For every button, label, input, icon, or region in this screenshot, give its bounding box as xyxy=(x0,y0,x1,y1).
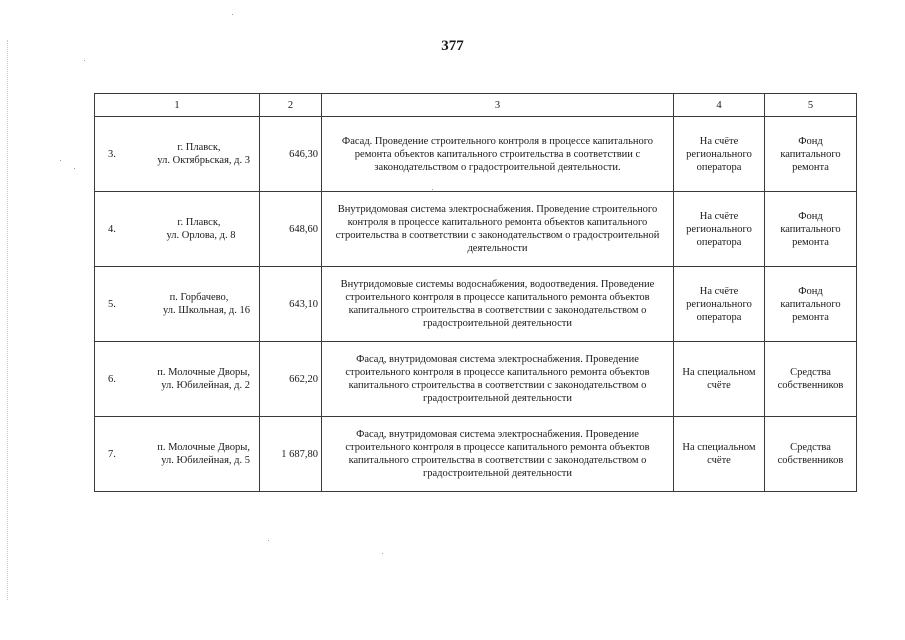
area-cell: 646,30 xyxy=(260,117,322,192)
work-description-cell: Внутридомовая система электроснабжения. Проведение строительного контроля в процессе капитального ремонта объектов капитального строительства в соответствии с законодательством о градостроительной деятельности xyxy=(322,192,674,267)
address-line-2: ул. Юбилейная, д. 2 xyxy=(161,380,250,391)
column-header: 4 xyxy=(674,94,765,117)
address-line-1: г. Плавск, xyxy=(177,217,221,228)
address-line-1: п. Горбачево, xyxy=(169,292,229,303)
address-line-1: г. Плавск, xyxy=(177,142,221,153)
funding-source-cell: Фонд капитального ремонта xyxy=(765,192,857,267)
column-header: 5 xyxy=(765,94,857,117)
address-line-1: п. Молочные Дворы, xyxy=(157,367,250,378)
address-line-2: ул. Октябрьская, д. 3 xyxy=(157,155,250,166)
address-cell xyxy=(95,342,260,417)
row-number: 6. xyxy=(108,373,116,385)
address-line-1: п. Молочные Дворы, xyxy=(157,442,250,453)
funding-source-cell: Средства собственников xyxy=(765,342,857,417)
area-cell: 1 687,80 xyxy=(260,417,322,492)
area-cell: 648,60 xyxy=(260,192,322,267)
account-cell: На счёте регионального оператора xyxy=(674,267,765,342)
column-header: 2 xyxy=(260,94,322,117)
works-table xyxy=(94,93,857,492)
table-row xyxy=(95,342,857,417)
address-cell xyxy=(95,417,260,492)
account-cell: На счёте регионального оператора xyxy=(674,192,765,267)
account-cell: На специальном счёте xyxy=(674,342,765,417)
row-number: 7. xyxy=(108,448,116,460)
scan-edge-artifact xyxy=(7,40,9,600)
address-cell xyxy=(95,117,260,192)
table-row xyxy=(95,192,857,267)
area-cell: 643,10 xyxy=(260,267,322,342)
account-cell: На счёте регионального оператора xyxy=(674,117,765,192)
row-number: 3. xyxy=(108,148,116,160)
funding-source-cell: Фонд капитального ремонта xyxy=(765,267,857,342)
table-row xyxy=(95,267,857,342)
address-cell xyxy=(95,267,260,342)
work-description-cell: Внутридомовые системы водоснабжения, водоотведения. Проведение строительного контроля в процессе капитального ремонта объектов капитального строительства в соответствии с законодательством о градостроительной деятельности xyxy=(322,267,674,342)
funding-source-cell: Фонд капитального ремонта xyxy=(765,117,857,192)
work-description-cell: Фасад, внутридомовая система электроснабжения. Проведение строительного контроля в процессе капитального ремонта объектов капитального строительства в соответствии с законодательством о градостроительной деятельности xyxy=(322,342,674,417)
address-cell xyxy=(95,192,260,267)
funding-source-cell: Средства собственников xyxy=(765,417,857,492)
table-row xyxy=(95,117,857,192)
column-header: 3 xyxy=(322,94,674,117)
account-cell: На специальном счёте xyxy=(674,417,765,492)
address-line-2: ул. Орлова, д. 8 xyxy=(166,230,236,241)
row-number: 4. xyxy=(108,223,116,235)
column-header: 1 xyxy=(95,94,260,117)
table-header-row xyxy=(95,94,857,117)
work-description-cell: Фасад. Проведение строительного контроля в процессе капитального ремонта объектов капитального строительства в соответствии с законодательством о градостроительной деятельности. xyxy=(322,117,674,192)
address-line-2: ул. Школьная, д. 16 xyxy=(162,305,250,316)
page-number: 377 xyxy=(441,38,464,54)
row-number: 5. xyxy=(108,298,116,310)
area-cell: 662,20 xyxy=(260,342,322,417)
table-row xyxy=(95,417,857,492)
address-line-2: ул. Юбилейная, д. 5 xyxy=(161,455,250,466)
work-description-cell: Фасад, внутридомовая система электроснабжения. Проведение строительного контроля в процессе капитального ремонта объектов капитального строительства в соответствии с законодательством о градостроительной деятельности xyxy=(322,417,674,492)
